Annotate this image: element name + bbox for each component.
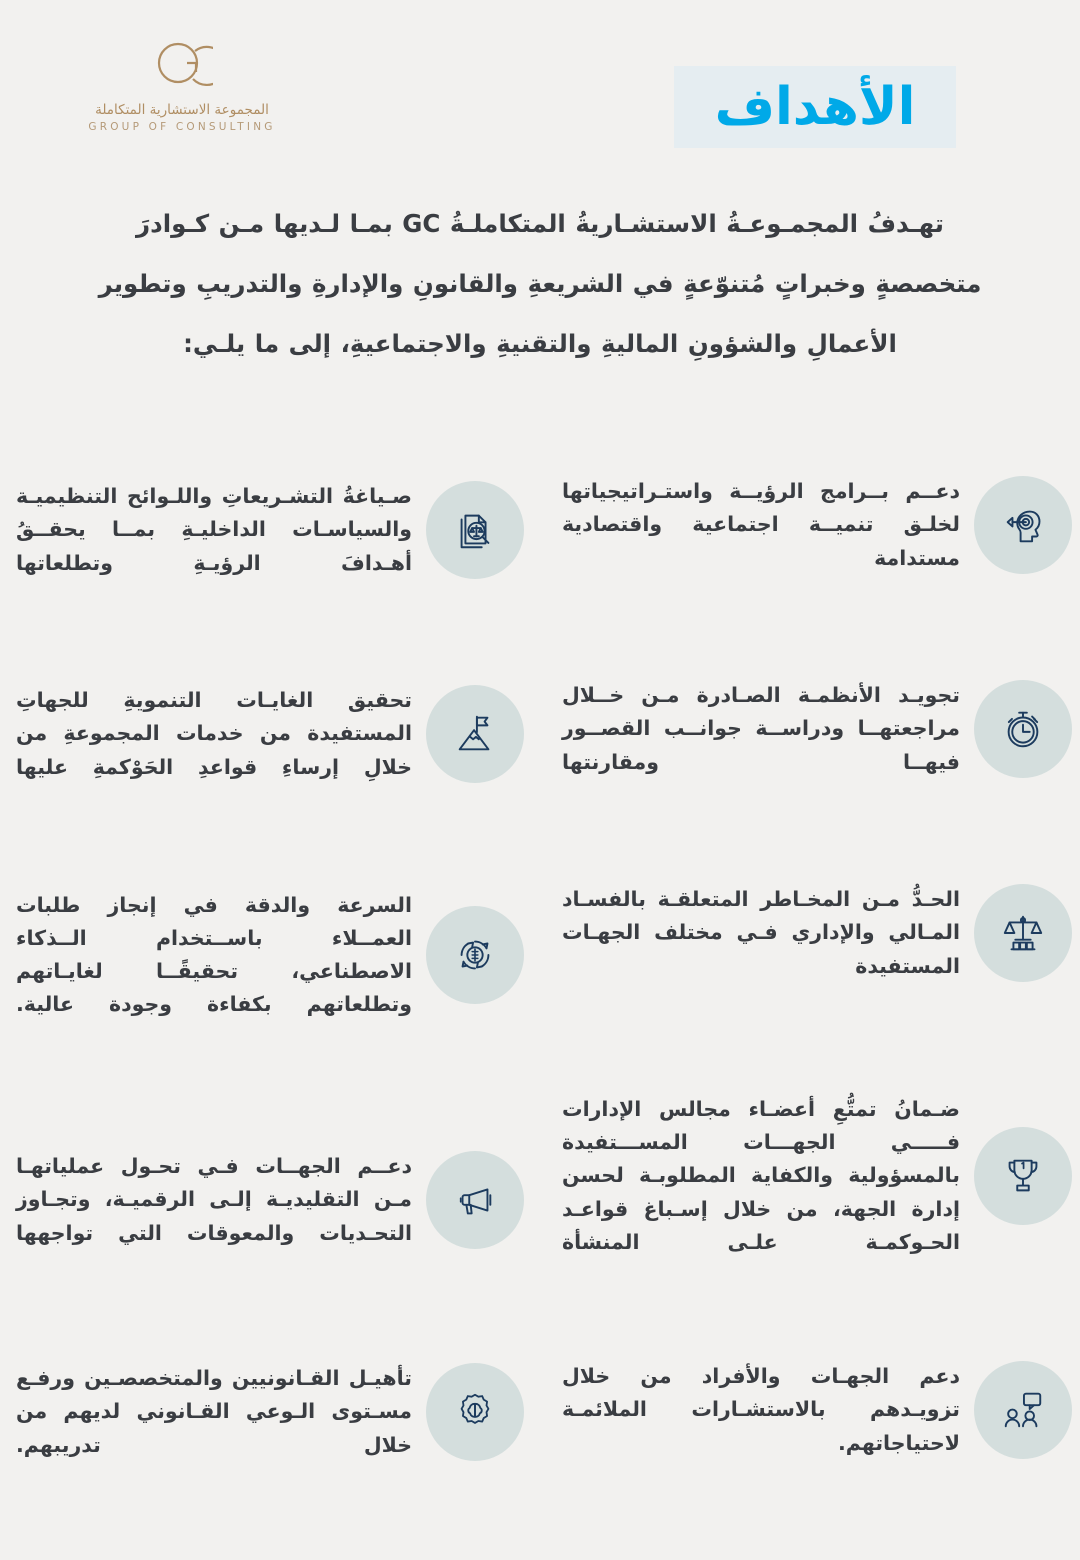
page-title-badge bbox=[674, 66, 956, 148]
objective-text: تجويـد الأنظمـة الصـادرة مـن خــلال مراجعتهــا ودراســة جوانــب القصــور فيهــا ومقارنتها bbox=[562, 683, 960, 774]
intro-line-1: تهـدفُ المجمـوعـةُ الاستشـاريةُ المتكاملـةُ GC بمـا لـديها مـن كـوادرَ bbox=[136, 209, 944, 238]
objective-text: دعــم الجهــات فـي تحـول عملياتهـا مـن التقليديـة إلـى الرقميـة، وتجـاوز التحـديات والمعوقات التي تواجهها bbox=[16, 1154, 412, 1245]
objective-item bbox=[0, 1070, 532, 1330]
intro-line-2: متخصصةٍ وخبراتٍ مُتنوّعةٍ في الشريعةِ والقانونِ والإدارةِ والتدريبِ وتطوير bbox=[98, 269, 982, 299]
objective-item bbox=[548, 1326, 1080, 1494]
objective-item bbox=[0, 432, 532, 628]
scales-of-justice-icon bbox=[974, 884, 1072, 982]
objectives-left-column bbox=[0, 432, 540, 1494]
document-magnifier-icon bbox=[426, 481, 524, 579]
objective-text: دعم الجهـات والأفراد من خلال تزويـدهم بالاستشـارات الملائمـة لاحتياجاتهم. bbox=[562, 1364, 960, 1455]
intro-line-3: الأعمالِ والشؤونِ الماليةِ والتقنيةِ والاجتماعيةِ، إلى ما يلـي: bbox=[183, 329, 897, 359]
trophy-icon bbox=[974, 1127, 1072, 1225]
company-logo bbox=[62, 38, 302, 136]
mountain-flag-icon bbox=[426, 685, 524, 783]
objective-item bbox=[0, 1330, 532, 1494]
objective-text: دعــم بــرامج الرؤيــة واستـراتيجياتها لخلـق تنميــة اجتماعية واقتصادية مستدامة bbox=[562, 479, 960, 570]
objective-text: تأهيـل القـانونيين والمتخصصـين ورفـع مسـتوى الـوعي القـانوني لديهم من خلال تدريبهم. bbox=[16, 1366, 412, 1457]
objective-item bbox=[548, 840, 1080, 1026]
logo-english-name: GROUP OF CONSULTING bbox=[88, 121, 276, 134]
objective-text: صـياغةُ التشـريعاتِ واللـوائح التنظيميـة والسياسـات الداخليـةِ بمــا يحقــقُ أهـدافَ الرؤيـةِ وتطلعاتها bbox=[16, 484, 412, 575]
stopwatch-icon bbox=[974, 680, 1072, 778]
objective-item bbox=[0, 840, 532, 1070]
objective-item bbox=[548, 618, 1080, 840]
gc-monogram-logo-icon bbox=[151, 38, 213, 96]
page-header bbox=[0, 0, 1080, 178]
objective-text: السرعة والدقة في إنجاز طلبات العمــلاء باســتخدام الــذكاء الاصطناعي، تحقيقًــا لغايـاتهم وتطلعاتهم بكفاءة وجودة عالية. bbox=[16, 892, 412, 1017]
objective-text: ضـمانُ تمتُّعِ أعضـاء مجالس الإدارات فـــــي الجهـــات المســـتفيدة بالمسؤولية والكفاية المطلوبـة لحسن إدارة الجهة، من خلال إسـباغ قواعـد الحـوكمـة علـى المنشأة bbox=[562, 1096, 960, 1254]
objectives-grid bbox=[0, 432, 1080, 1494]
intro-paragraph bbox=[70, 194, 1010, 374]
objective-item bbox=[548, 432, 1080, 618]
logo-arabic-name: المجموعة الاستشارية المتكاملة bbox=[95, 102, 269, 118]
megaphone-icon bbox=[426, 1151, 524, 1249]
objective-text: تحقيق الغايـات التنمويةِ للجهاتِ المستفيدة من خدمات المجموعةِ من خلالِ إرساءِ قواعدِ الحَوْكمةِ عليها bbox=[16, 688, 412, 779]
consultation-people-icon bbox=[974, 1361, 1072, 1459]
objective-item bbox=[548, 1026, 1080, 1326]
page-title: الأهداف bbox=[714, 77, 916, 137]
objective-item bbox=[0, 628, 532, 840]
ai-cycle-icon bbox=[426, 906, 524, 1004]
objective-text: الحـدُّ مـن المخـاطر المتعلقـة بالفسـاد المـالي والإداري فـي مختلف الجهـات المستفيدة bbox=[562, 887, 960, 978]
objectives-right-column bbox=[540, 432, 1080, 1494]
gear-brain-icon bbox=[426, 1363, 524, 1461]
head-target-icon bbox=[974, 476, 1072, 574]
